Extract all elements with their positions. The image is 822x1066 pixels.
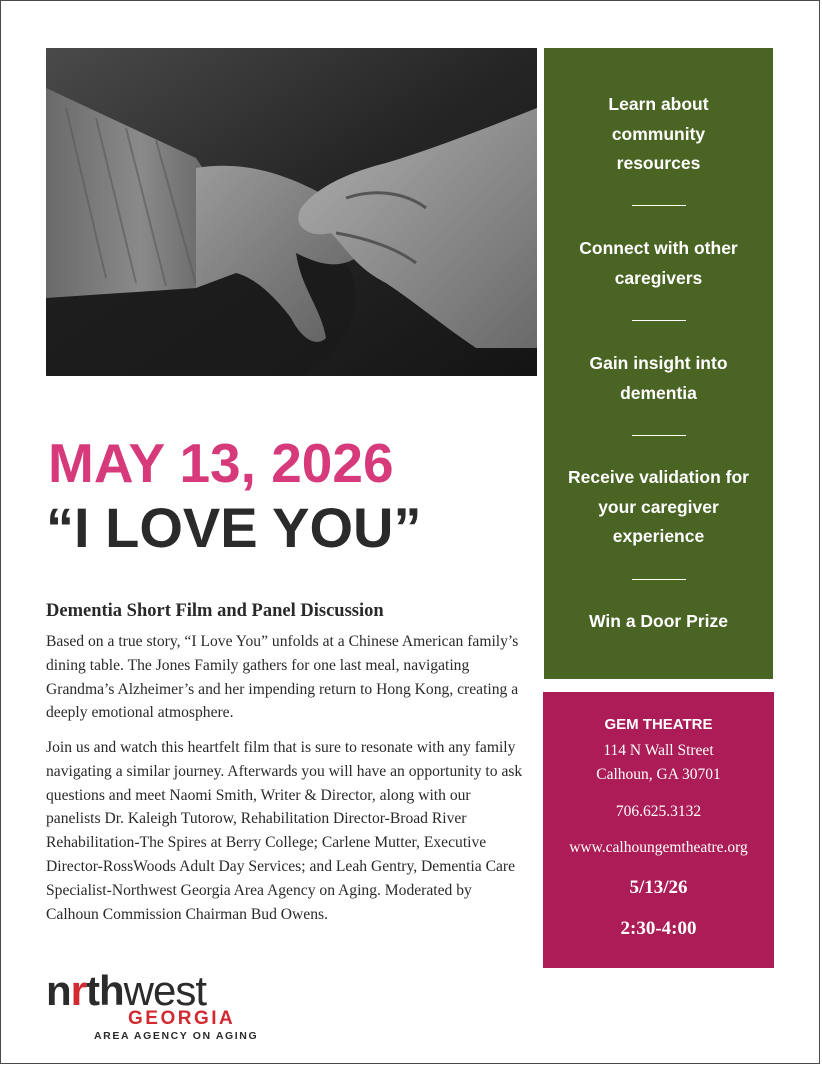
venue-name: GEM THEATRE bbox=[604, 716, 713, 733]
venue-street: 114 N Wall Street bbox=[603, 742, 714, 759]
benefit-item: Gain insight into dementia bbox=[589, 353, 728, 403]
logo-subtitle: AREA AGENCY ON AGING bbox=[94, 1030, 259, 1042]
event-date-headline: MAY 13, 2026 bbox=[48, 432, 394, 494]
venue-website: www.calhoungemtheatre.org bbox=[569, 839, 748, 856]
benefits-panel bbox=[544, 48, 773, 679]
invitation-paragraph: Join us and watch this heartfelt film that is sure to resonate with any family navigating a similar journey. Afterwards you will have an opportunity to ask questions and meet Naomi Smith, Writer & Director, along with our panelists Dr. Kaleigh Tutorow, Rehabilitation Director-Broad River Rehabilitation-The Spires at Berry College; Carlene Mutter, Executive Director-RossWoods Adult Day Services; and Leah Gentry, Dementia Care Specialist-Northwest Georgia Area Agency on Aging. Moderated by Calhoun Commission Chairman Bud Owens. bbox=[46, 739, 523, 923]
logo-state: GEORGIA bbox=[128, 1008, 236, 1029]
film-title-headline: “I LOVE YOU” bbox=[46, 496, 422, 559]
venue-phone: 706.625.3132 bbox=[615, 803, 702, 820]
hands-illustration bbox=[46, 48, 537, 376]
event-date: 5/13/26 bbox=[629, 877, 688, 898]
event-details-box bbox=[543, 692, 774, 968]
benefit-divider bbox=[632, 205, 686, 206]
hands-photo bbox=[46, 48, 537, 376]
logo-letters-th: th bbox=[86, 967, 124, 1014]
event-subhead: Dementia Short Film and Panel Discussion bbox=[46, 601, 384, 621]
logo-letter-r: r bbox=[70, 967, 87, 1014]
benefit-divider bbox=[632, 435, 686, 436]
benefit-divider bbox=[632, 579, 686, 580]
benefit-item: Win a Door Prize bbox=[589, 611, 728, 631]
benefit-item: Learn about community resources bbox=[608, 94, 709, 173]
benefit-item: Receive validation for your caregiver experience bbox=[568, 467, 749, 546]
event-time: 2:30-4:00 bbox=[620, 918, 697, 939]
benefit-item: Connect with other caregivers bbox=[579, 238, 738, 288]
logo-letter-n: n bbox=[46, 967, 71, 1014]
logo-wordmark bbox=[46, 967, 207, 1014]
logo-letters-west: west bbox=[123, 967, 207, 1014]
northwest-georgia-logo bbox=[46, 967, 266, 1050]
benefit-divider bbox=[632, 320, 686, 321]
venue-city: Calhoun, GA 30701 bbox=[596, 766, 721, 783]
film-description: Based on a true story, “I Love You” unfolds at a Chinese American family’s dining table. The Jones Family gathers for one last meal, navigating Grandma’s Alzheimer’s and her impending return to Hong Kong, creating a deeply emotional atmosphere. bbox=[46, 633, 519, 722]
